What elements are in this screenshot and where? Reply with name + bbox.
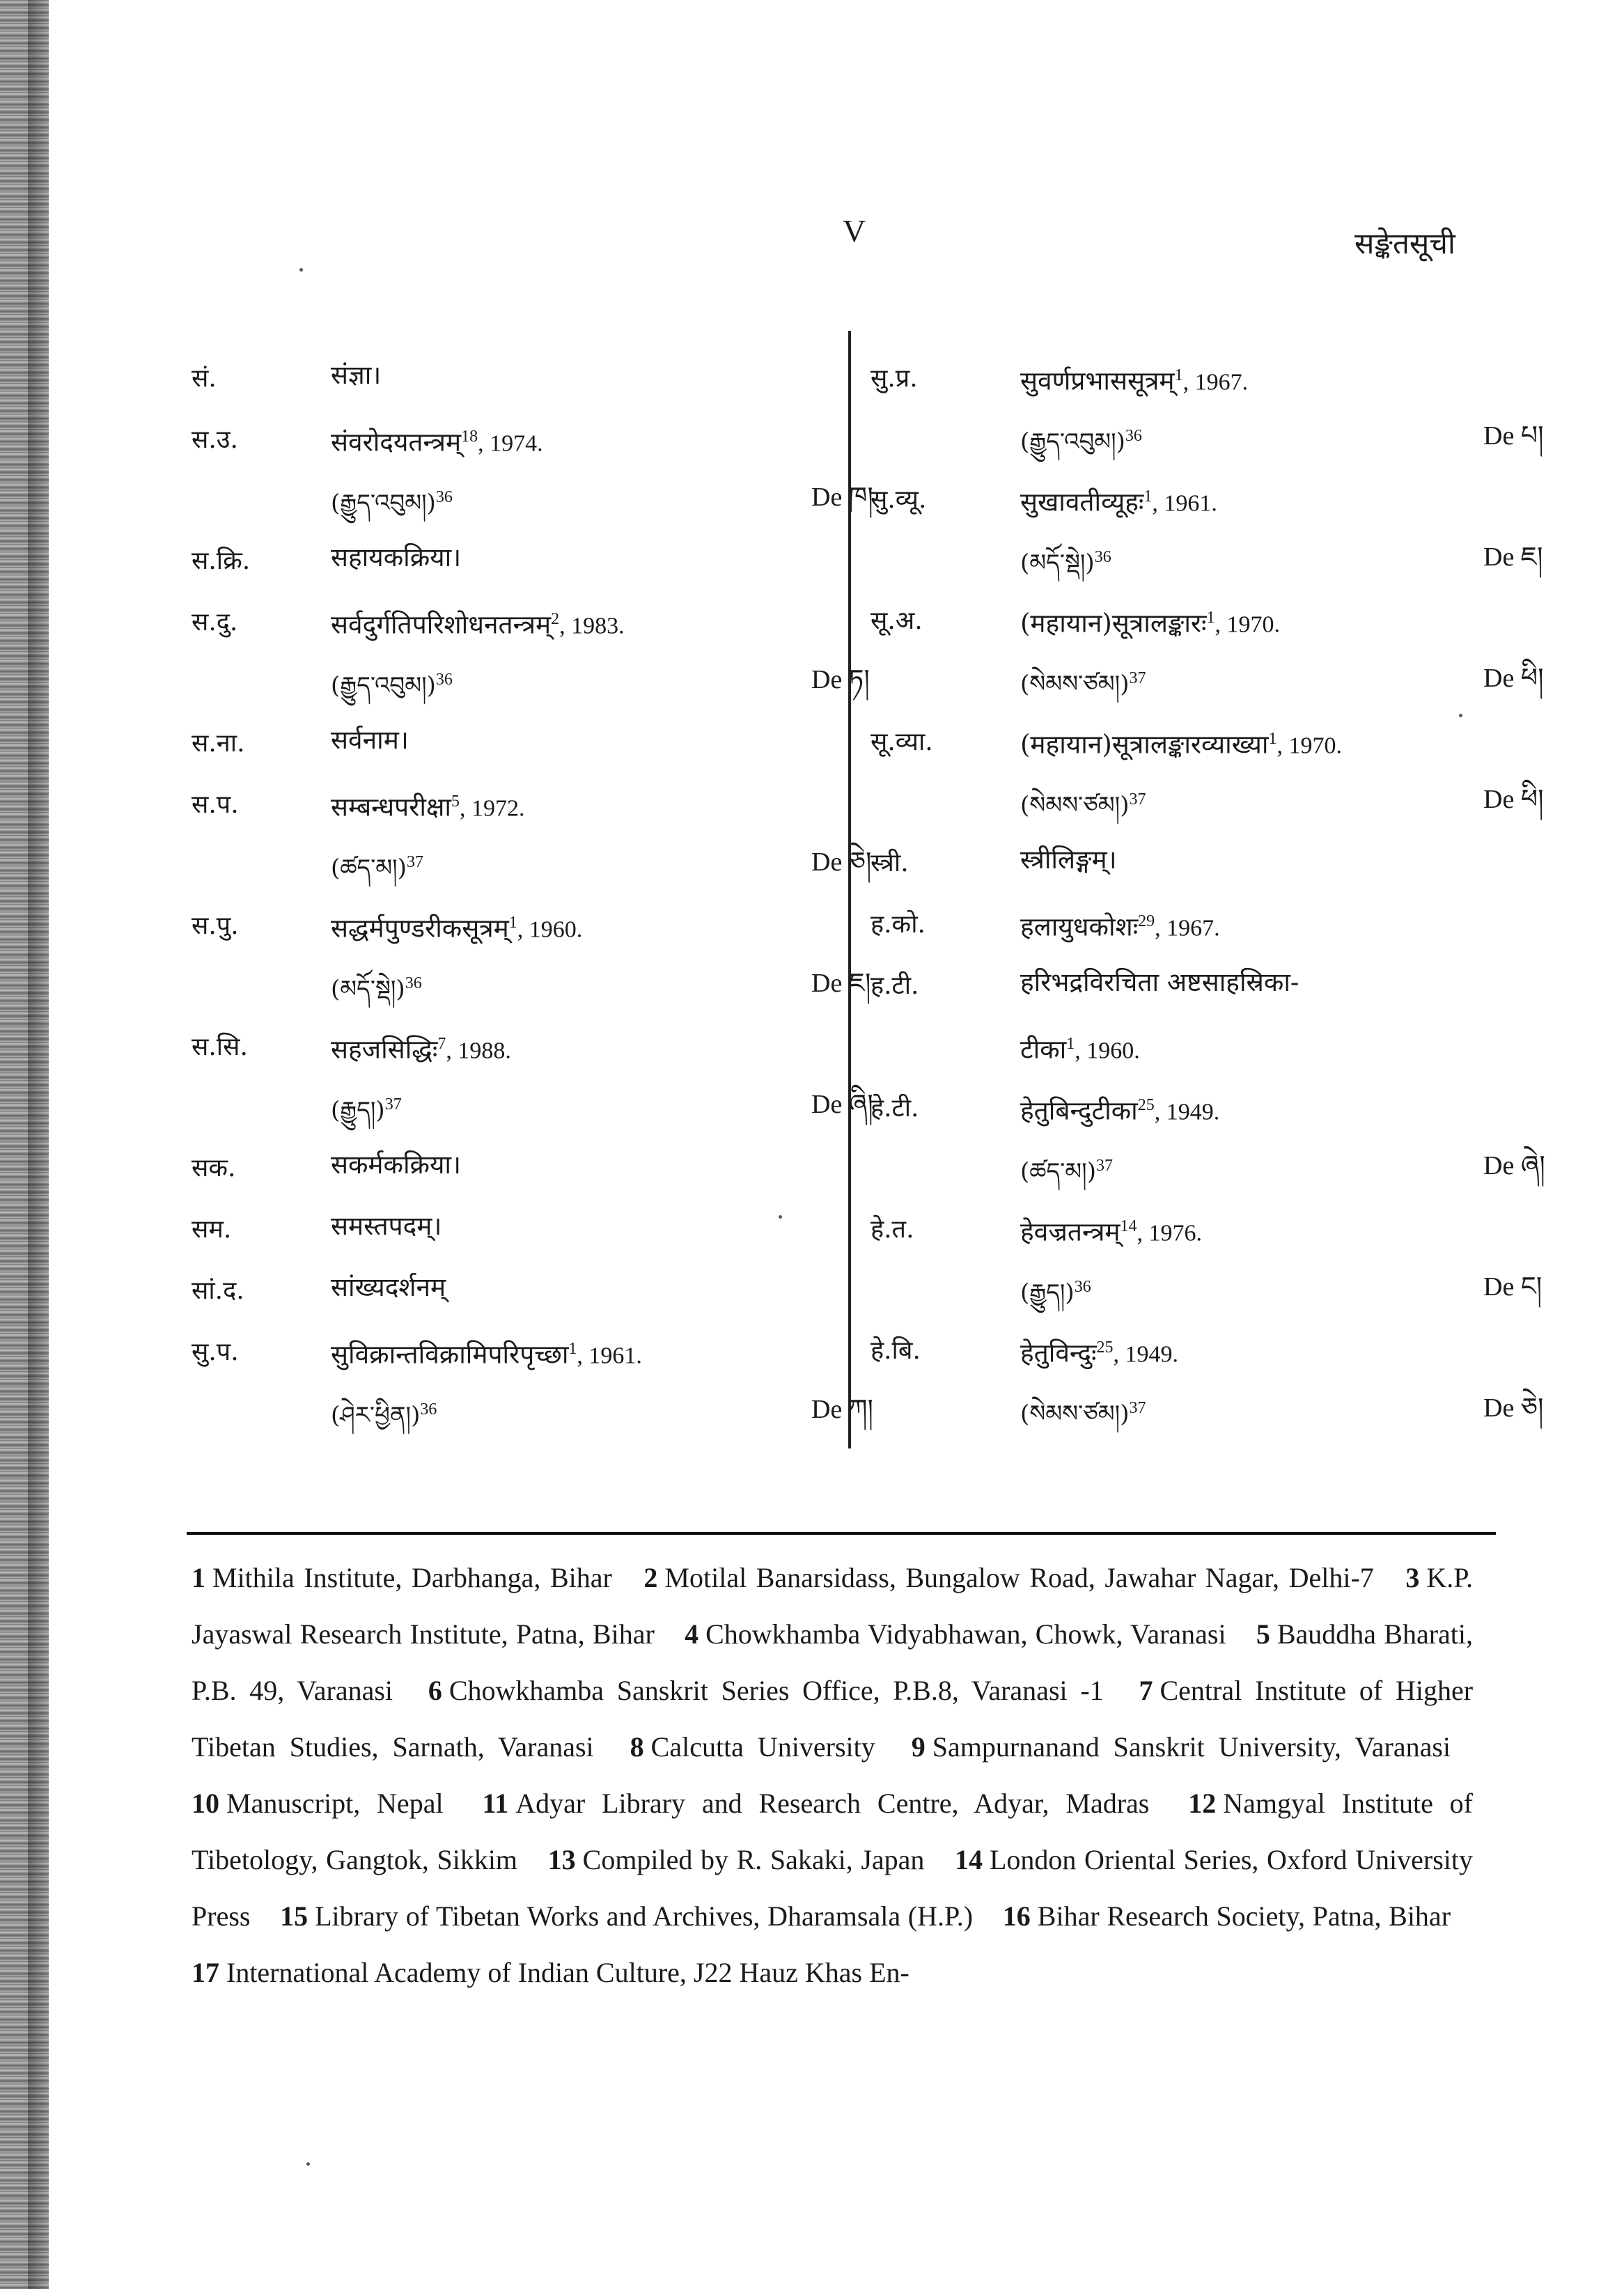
publication-year: , 1988. — [446, 1038, 511, 1064]
entry-title: सम्बन्धपरीक्षा — [331, 792, 452, 822]
entry-title-line — [331, 1257, 839, 1318]
tibetan-footnote-ref: 36 — [1074, 1278, 1091, 1296]
source-footnote-ref: 25 — [1096, 1338, 1114, 1357]
footnote-number: 7 — [1139, 1675, 1153, 1706]
abbreviation: सू.अ. — [870, 607, 923, 635]
abbreviation: सां.द. — [192, 1276, 244, 1305]
entry-title-line — [331, 406, 839, 467]
entry-title-line — [1020, 1317, 1483, 1378]
footnote-text: Namgyal Institute of Tibetology, Gangtok, Sikkim — [192, 1788, 1474, 1875]
entry-title: हरिभद्रविरचिता अष्टसाहस्रिका- — [1020, 967, 1299, 997]
entry-title-line — [331, 1318, 839, 1380]
entry-title: हेवज्रतन्त्रम् — [1020, 1217, 1121, 1247]
footnote-number: 12 — [1188, 1788, 1217, 1819]
derge-reference: De ཇ། — [1483, 542, 1543, 572]
entry-title: सर्वनाम। — [331, 725, 409, 755]
publication-year: , 1983. — [559, 613, 625, 639]
tibetan-reference-line — [1020, 769, 1544, 829]
running-title: सङ्केतसूची — [1354, 226, 1455, 260]
tibetan-footnote-ref: 36 — [1125, 427, 1142, 445]
scan-speck — [1459, 714, 1462, 717]
tibetan-reference-line — [331, 1380, 873, 1439]
scan-speck — [779, 1215, 782, 1219]
footnote-rule — [187, 1532, 1496, 1535]
footnote — [428, 1675, 1104, 1706]
source-footnote-ref: 1 — [1206, 609, 1215, 627]
tibetan-footnote-ref: 37 — [384, 1095, 402, 1114]
footnote-number: 15 — [280, 1900, 309, 1932]
publication-year: , 1970. — [1215, 611, 1281, 638]
derge-reference: De པ། — [1483, 421, 1544, 451]
entry-title: स्त्रीलिङ्गम्। — [1020, 845, 1117, 875]
tibetan-section: (སེམས་ཙམ།) — [1020, 791, 1130, 820]
source-footnote-ref: 5 — [451, 792, 460, 811]
abbreviation-entry — [192, 710, 839, 771]
abbreviation: सु.प. — [192, 1338, 239, 1366]
abbreviation-entry — [192, 345, 839, 406]
entry-title: संवरोदयतन्त्रम् — [331, 427, 462, 458]
entry-title-line — [331, 892, 839, 953]
publication-year: , 1967. — [1155, 915, 1220, 942]
source-footnote-ref: 25 — [1137, 1096, 1155, 1114]
left-abbreviation-column — [192, 345, 873, 1439]
tibetan-section: (ཤེར་ཕྱིན།) — [331, 1401, 421, 1430]
footnote-text: Chowkhamba Sanskrit Series Office, P.B.8, Varanasi -1 — [448, 1675, 1104, 1706]
derge-reference: De ཕི། — [1483, 664, 1544, 693]
footnote-text: Bihar Research Society, Patna, Bihar — [1037, 1900, 1451, 1932]
entry-title: सांख्यदर्शनम् — [331, 1272, 446, 1302]
abbreviation: सम. — [192, 1215, 232, 1244]
abbreviation-entry — [870, 829, 1483, 891]
tibetan-footnote-ref: 37 — [1095, 1157, 1113, 1175]
abbreviation: स्त्री. — [870, 849, 909, 877]
derge-reference: De ཞེ། — [1483, 1151, 1545, 1180]
entry-title-line — [331, 527, 839, 588]
publication-year: , 1972. — [460, 795, 525, 822]
footnote-number: 2 — [643, 1562, 658, 1593]
entry-title-line — [1020, 708, 1483, 769]
entry-title-line — [331, 1196, 839, 1257]
entry-title: सुखावतीव्यूहः — [1020, 487, 1144, 517]
source-footnote-ref: 18 — [461, 428, 478, 446]
footnote — [1003, 1900, 1451, 1932]
derge-reference: De ཀ། — [811, 1395, 873, 1424]
tibetan-footnote-ref: 36 — [1094, 548, 1111, 566]
abbreviation: स.क्रि. — [192, 547, 251, 575]
abbreviation: हे.बि. — [870, 1336, 921, 1365]
publication-year: , 1960. — [517, 916, 583, 943]
tibetan-reference-line — [331, 832, 872, 892]
source-footnote-ref: 29 — [1138, 912, 1155, 930]
entry-title-line — [331, 710, 839, 771]
footnote-text: Manuscript, Nepal — [226, 1788, 444, 1819]
source-footnote-ref: 1 — [1143, 487, 1153, 506]
publication-year: , 1967. — [1182, 369, 1249, 396]
source-footnote-ref: 1 — [1174, 366, 1183, 384]
scan-speck — [306, 2162, 310, 2166]
entry-title: सर्वदुर्गतिपरिशोधनतन्त्रम् — [331, 609, 552, 640]
entry-title-line — [1020, 829, 1483, 891]
entry-title-line — [1020, 587, 1483, 648]
entry-title-line — [1020, 466, 1483, 527]
abbreviation: सु.व्यू. — [870, 485, 927, 514]
abbreviation-entry — [870, 466, 1543, 587]
entry-title-line — [331, 1134, 839, 1196]
tibetan-reference-line — [1020, 648, 1544, 708]
tibetan-section: (རྒྱུད་འབུམ།) — [331, 671, 436, 700]
abbreviation-entry — [192, 588, 870, 710]
entry-title: समस्तपदम्। — [331, 1211, 442, 1241]
source-footnote-ref: 14 — [1120, 1217, 1137, 1235]
footnote-text: Central Institute of Higher Tibetan Studies, Sarnath, Varanasi — [192, 1675, 1474, 1763]
publication-year: , 1974. — [478, 430, 543, 457]
publication-year: , 1976. — [1137, 1220, 1203, 1247]
footnote-text: K.P. Jayaswal Research Institute, Patna, Bihar — [192, 1562, 1474, 1650]
abbreviation: ह.को. — [870, 910, 926, 939]
abbreviation: स.दु. — [192, 608, 238, 636]
tibetan-footnote-ref: 36 — [435, 488, 453, 506]
footnote — [192, 1562, 612, 1593]
entry-title-line — [1020, 952, 1483, 1013]
footnote-number: 6 — [428, 1675, 442, 1706]
entry-title-line — [1020, 1196, 1483, 1257]
entry-title-line — [1020, 891, 1483, 952]
derge-reference: De ཇ། — [811, 969, 871, 998]
footnote-number: 11 — [482, 1788, 509, 1819]
abbreviation-entry — [870, 952, 1483, 1075]
footnote-number: 9 — [911, 1731, 926, 1763]
entry-title-line — [1020, 345, 1483, 406]
entry-title: हलायुधकोशः — [1020, 912, 1139, 942]
tibetan-footnote-ref: 36 — [405, 974, 422, 992]
abbreviation-entry — [192, 892, 871, 1013]
derge-reference: De ཁ། — [811, 483, 873, 512]
tibetan-section: (རྒྱུད་འབུམ།) — [331, 489, 436, 517]
footnote — [482, 1788, 1149, 1819]
abbreviation-entry — [870, 345, 1544, 466]
entry-title: सद्धर्मपुण्डरीकसूत्रम् — [331, 913, 509, 944]
abbreviation-entry — [192, 1318, 873, 1439]
entry-title: (महायान)सूत्रालङ्कारव्याख्या — [1020, 729, 1269, 760]
source-footnote-ref: 1 — [1066, 1035, 1075, 1053]
derge-reference: De ཅེ། — [811, 847, 872, 877]
footnote — [685, 1618, 1226, 1650]
entry-title: सकर्मकक्रिया। — [331, 1150, 462, 1180]
tibetan-section: (ཚད་མ།) — [331, 854, 407, 882]
entry-title-line — [1020, 1075, 1483, 1136]
entry-title-continuation — [1020, 1013, 1483, 1075]
abbreviation-entry — [192, 1013, 873, 1134]
derge-reference: De ཞི། — [811, 1090, 873, 1119]
tibetan-section: (མདོ་སྡེ།) — [331, 975, 405, 1003]
entry-title: (महायान)सूत्रालङ्कारः — [1020, 608, 1207, 639]
derge-reference: De ཕི། — [1483, 785, 1544, 814]
footnote-number: 10 — [192, 1788, 219, 1819]
abbreviation: सू.व्या. — [870, 728, 933, 756]
footnote-text: Chowkhamba Vidyabhawan, Chowk, Varanasi — [705, 1618, 1226, 1650]
source-footnote-ref: 1 — [568, 1340, 577, 1358]
abbreviation-entry — [192, 527, 839, 588]
tibetan-reference-line — [1020, 1378, 1544, 1438]
tibetan-reference-line — [1020, 406, 1544, 466]
footnote-number: 16 — [1002, 1900, 1031, 1932]
derge-reference: De ཏ། — [811, 665, 870, 694]
publication-year: , 1961. — [577, 1343, 642, 1369]
publication-year: , 1949. — [1113, 1341, 1178, 1368]
abbreviation-entry — [870, 891, 1483, 952]
abbreviation-entry — [192, 771, 872, 892]
source-footnote-ref: 1 — [508, 914, 517, 932]
tibetan-footnote-ref: 37 — [406, 853, 423, 871]
tibetan-section: (སེམས་ཙམ།) — [1020, 1400, 1130, 1428]
tibetan-section: (ཚད་མ།) — [1020, 1157, 1096, 1186]
footnote — [630, 1731, 875, 1763]
abbreviation-entry — [192, 1134, 839, 1196]
footnote — [192, 1788, 444, 1819]
tibetan-reference-line — [1020, 1136, 1545, 1196]
abbreviation: स.पु. — [192, 912, 239, 940]
footnote — [643, 1562, 1373, 1593]
entry-title: सहजसिद्धिः — [331, 1034, 438, 1065]
source-footnote-ref: 1 — [1268, 730, 1277, 748]
abbreviation-entry — [192, 406, 873, 527]
abbreviation-entry — [870, 1196, 1543, 1317]
abbreviation: स.ना. — [192, 729, 245, 758]
footnote-text: Compiled by R. Sakaki, Japan — [582, 1844, 925, 1875]
footnote-number: 3 — [1405, 1562, 1420, 1593]
tibetan-reference-line — [331, 1075, 873, 1134]
tibetan-footnote-ref: 37 — [1129, 1399, 1146, 1417]
tibetan-section: (མདོ་སྡེ།) — [1020, 549, 1095, 577]
abbreviation: हे.त. — [870, 1215, 914, 1244]
footnote-number: 1 — [192, 1562, 205, 1593]
page-number: V — [843, 213, 866, 249]
footnote-number: 13 — [547, 1844, 576, 1875]
footnote-number: 8 — [630, 1731, 644, 1763]
footnote-text: Adyar Library and Research Centre, Adyar, Madras — [515, 1788, 1150, 1819]
tibetan-footnote-ref: 37 — [1129, 790, 1146, 808]
abbreviation-entry — [870, 587, 1544, 708]
abbreviation-entry — [192, 1196, 839, 1257]
tibetan-reference-line — [331, 953, 871, 1013]
abbreviation: हे.टी. — [870, 1094, 919, 1123]
entry-title: सुवर्णप्रभाससूत्रम् — [1020, 366, 1175, 396]
abbreviation: सु.प्र. — [870, 364, 918, 393]
abbreviation: सं. — [192, 364, 217, 393]
footnote-text: Motilal Banarsidass, Bungalow Road, Jawahar Nagar, Delhi-7 — [664, 1562, 1374, 1593]
footnote — [192, 1957, 909, 1988]
footnote-text: Bauddha Bharati, P.B. 49, Varanasi — [192, 1618, 1473, 1706]
tibetan-reference-line — [1020, 1257, 1543, 1317]
entry-title: टीका — [1020, 1034, 1067, 1065]
footnote-text: International Academy of Indian Culture, J22 Hauz Khas En- — [226, 1957, 909, 1988]
abbreviation-entry — [870, 1317, 1544, 1438]
footnote-text: Sampurnanand Sanskrit University, Varanasi — [932, 1731, 1451, 1763]
publication-year: , 1949. — [1154, 1099, 1220, 1125]
abbreviation: सक. — [192, 1154, 236, 1182]
entry-title: संज्ञा। — [331, 360, 382, 390]
tibetan-footnote-ref: 36 — [435, 671, 453, 689]
footnote-number: 4 — [685, 1618, 699, 1650]
tibetan-section: (རྒྱུད།) — [331, 1096, 385, 1125]
tibetan-footnote-ref: 37 — [1129, 669, 1146, 687]
tibetan-footnote-ref: 36 — [420, 1400, 437, 1419]
entry-title-line — [331, 1013, 839, 1075]
source-footnote-ref: 2 — [551, 610, 560, 628]
right-abbreviation-column — [870, 345, 1545, 1438]
tibetan-reference-line — [1020, 527, 1543, 587]
footnote-number: 5 — [1256, 1618, 1270, 1650]
footnote-number: 17 — [192, 1957, 219, 1988]
book-binding-edge — [0, 0, 49, 2289]
entry-title: सहायकक्रिया। — [331, 542, 462, 572]
footnote-text: Calcutta University — [650, 1731, 875, 1763]
publication-year: , 1961. — [1152, 490, 1217, 517]
entry-title: सुविक्रान्तविक्रामिपरिपृच्छा — [331, 1339, 569, 1370]
footnote — [280, 1900, 973, 1932]
abbreviation: स.सि. — [192, 1033, 248, 1061]
footnote-number: 14 — [955, 1844, 983, 1875]
footnote-text: Mithila Institute, Darbhanga, Bihar — [212, 1562, 612, 1593]
footnote — [548, 1844, 925, 1875]
derge-reference: De ཅེ། — [1483, 1393, 1544, 1423]
scan-speck — [299, 268, 303, 272]
publication-year: , 1960. — [1075, 1038, 1140, 1064]
entry-title: हेतुविन्दुः — [1020, 1338, 1097, 1368]
abbreviation-entry — [192, 1257, 839, 1318]
abbreviation: स.प. — [192, 790, 239, 819]
abbreviation: ह.टी. — [870, 971, 919, 1000]
tibetan-reference-line — [331, 467, 873, 527]
tibetan-section: (སེམས་ཙམ།) — [1020, 670, 1130, 698]
footnote-text: London Oriental Series, Oxford University Press — [192, 1844, 1473, 1932]
tibetan-reference-line — [331, 650, 870, 710]
tibetan-section: (རྒྱུད།) — [1020, 1279, 1075, 1307]
footnote-text: Library of Tibetan Works and Archives, Dharamsala (H.P.) — [315, 1900, 974, 1932]
entry-title-line — [331, 771, 839, 832]
entry-title: हेतुबिन्दुटीका — [1020, 1095, 1138, 1126]
abbreviation-entry — [870, 708, 1544, 829]
footnotes — [192, 1549, 1473, 2001]
tibetan-section: (རྒྱུད་འབུམ།) — [1020, 428, 1125, 456]
publication-year: , 1970. — [1276, 733, 1342, 759]
entry-title-line — [331, 345, 839, 406]
entry-title-line — [331, 588, 839, 650]
abbreviation-entry — [870, 1075, 1545, 1196]
abbreviation: स.उ. — [192, 425, 238, 454]
footnote — [912, 1731, 1451, 1763]
source-footnote-ref: 7 — [437, 1035, 446, 1053]
derge-reference: De ང། — [1483, 1272, 1543, 1302]
